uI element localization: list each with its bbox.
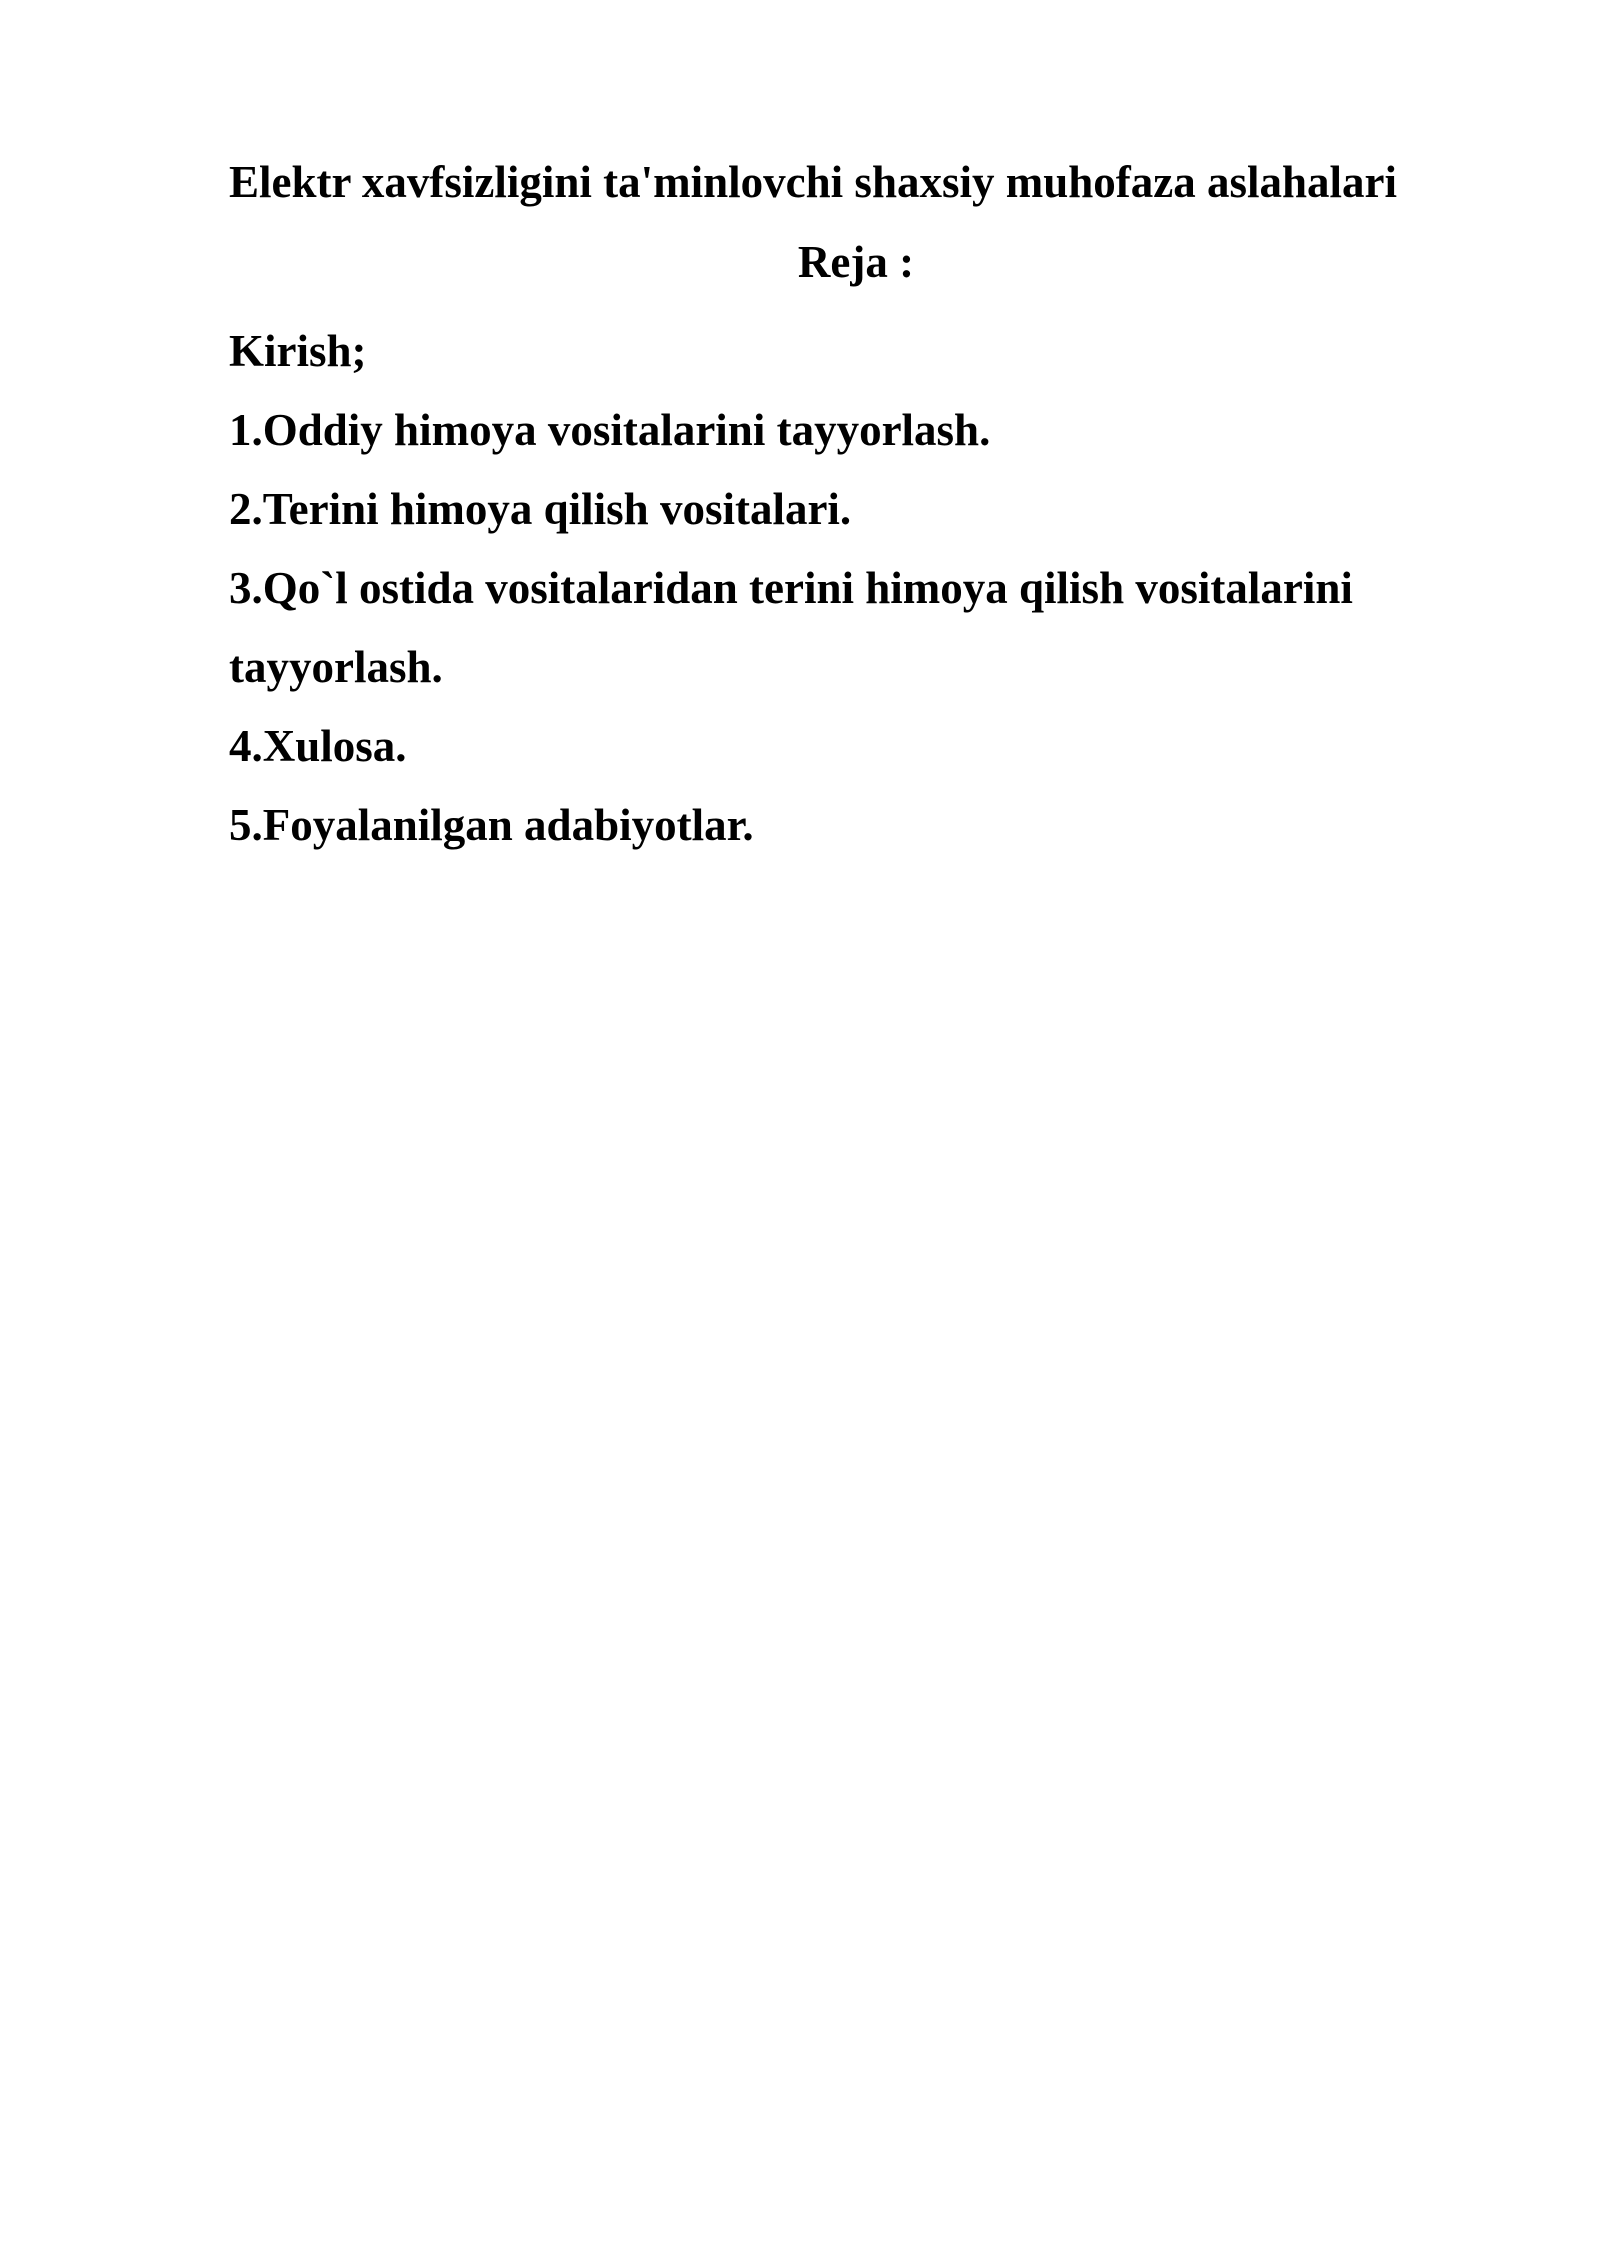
plan-item-3: 3.Qo`l ostida vositalaridan terini himoya qilish vositalarini tayyorlash. (229, 563, 1353, 692)
plan-item-1: 1.Oddiy himoya vositalarini tayyorlash. (229, 405, 991, 455)
plan-item-introduction: Kirish; (229, 326, 367, 376)
plan-heading: Reja : (797, 237, 915, 287)
document-content (229, 152, 1529, 865)
plan-list (229, 312, 1529, 865)
plan-item-2: 2.Terini himoya qilish vositalari. (229, 484, 852, 534)
plan-item-4: 4.Xulosa. (229, 721, 407, 771)
document-title: Elektr xavfsizligini ta'minlovchi shaxsiy muhofaza aslahalari (229, 157, 1398, 207)
plan-item-5: 5.Foyalanilgan adabiyotlar. (229, 800, 754, 850)
